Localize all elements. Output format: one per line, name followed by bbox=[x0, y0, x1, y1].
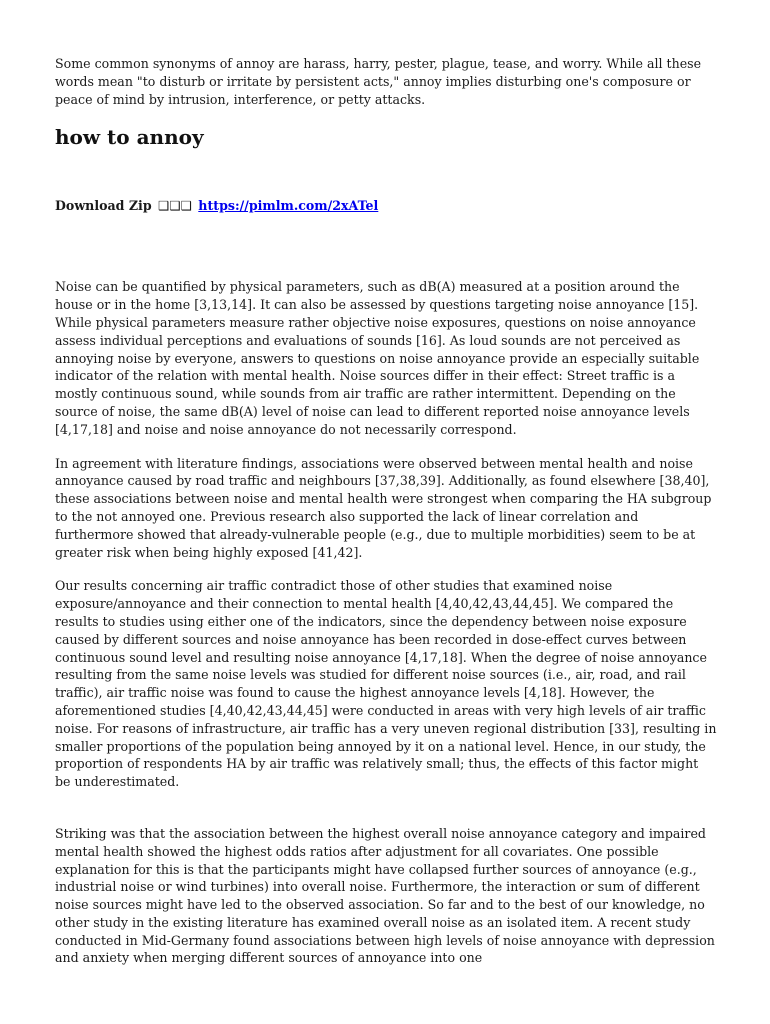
body-paragraph-2: In agreement with literature findings, associations were observed between mental health and noise annoyance caused by road traffic and neighbours [37,38,39]. Additionally, as found elsewhere [38,40], these associations between noise and mental health were strongest when comparing the HA subgroup to the not annoyed one. Previous research also supported the lack of linear correlation and furthermore showed that already-vulnerable people (e.g., due to multiple morbidities) seem to be at greater risk when being highly exposed [41,42]. bbox=[55, 455, 712, 560]
body-paragraph-3: Our results concerning air traffic contradict those of other studies that examined noise exposure/annoyance and their connection to mental health [4,40,42,43,44,45]. We compared the results to studies using either one of the indicators, since the dependency between noise exposure caused by different sources and noise annoyance has been recorded in dose-effect curves between continuous sound level and resulting noise annoyance [4,17,18]. When the degree of noise annoyance resulting from the same noise levels was studied for different noise sources (i.e., air, road, and rail traffic), air traffic noise was found to cause the highest annoyance levels [4,18]. However, the aforementioned studies [4,40,42,43,44,45] were conducted in areas with very high levels of air traffic noise. For reasons of infrastructure, air traffic has a very uneven regional distribution [33], resulting in smaller proportions of the population being annoyed by it on a national level. Hence, in our study, the proportion of respondents HA by air traffic was relatively small; thus, the effects of this factor might be underestimated. bbox=[55, 578, 717, 790]
page-title: how to annoy bbox=[55, 125, 204, 150]
download-line bbox=[55, 197, 717, 215]
document-body bbox=[55, 55, 717, 967]
download-arrows-icon: ❑❑❑ bbox=[158, 198, 192, 214]
body-paragraph-1: Noise can be quantified by physical parameters, such as dB(A) measured at a position around the house or in the home [3,13,14]. It can also be assessed by questions targeting noise annoyance [15]. While physical parameters measure rather objective noise exposures, questions on noise annoyance assess individual perceptions and evaluations of sounds [16]. As loud sounds are not perceived as annoying noise by everyone, answers to questions on noise annoyance provide an especially suitable indicator of the relation with mental health. Noise sources differ in their effect: Street traffic is a mostly continuous sound, while sounds from air traffic are rather intermittent. Depending on the source of noise, the same dB(A) level of noise can lead to different reported noise annoyance levels [4,17,18] and noise and noise annoyance do not necessarily correspond. bbox=[55, 279, 700, 437]
download-link[interactable]: https://pimlm.com/2xATel bbox=[198, 198, 379, 214]
body-paragraph-4: Striking was that the association between the highest overall noise annoyance category and impaired mental health showed the highest odds ratios after adjustment for all covariates. One possible explanation for this is that the participants might have collapsed further sources of annoyance (e.g., industrial noise or wind turbines) into overall noise. Furthermore, the interaction or sum of different noise sources might have led to the observed association. So far and to the best of our knowledge, no other study in the existing literature has examined overall noise as an isolated item. A recent study conducted in Mid-Germany found associations between high levels of noise annoyance with depression and anxiety when merging different sources of annoyance into one bbox=[55, 825, 715, 966]
download-label: Download Zip bbox=[55, 198, 152, 214]
intro-paragraph: Some common synonyms of annoy are harass, harry, pester, plague, tease, and worry. While all these words mean "to disturb or irritate by persistent acts," annoy implies disturbing one's composure or peace of mind by intrusion, interference, or petty attacks. bbox=[55, 56, 702, 107]
